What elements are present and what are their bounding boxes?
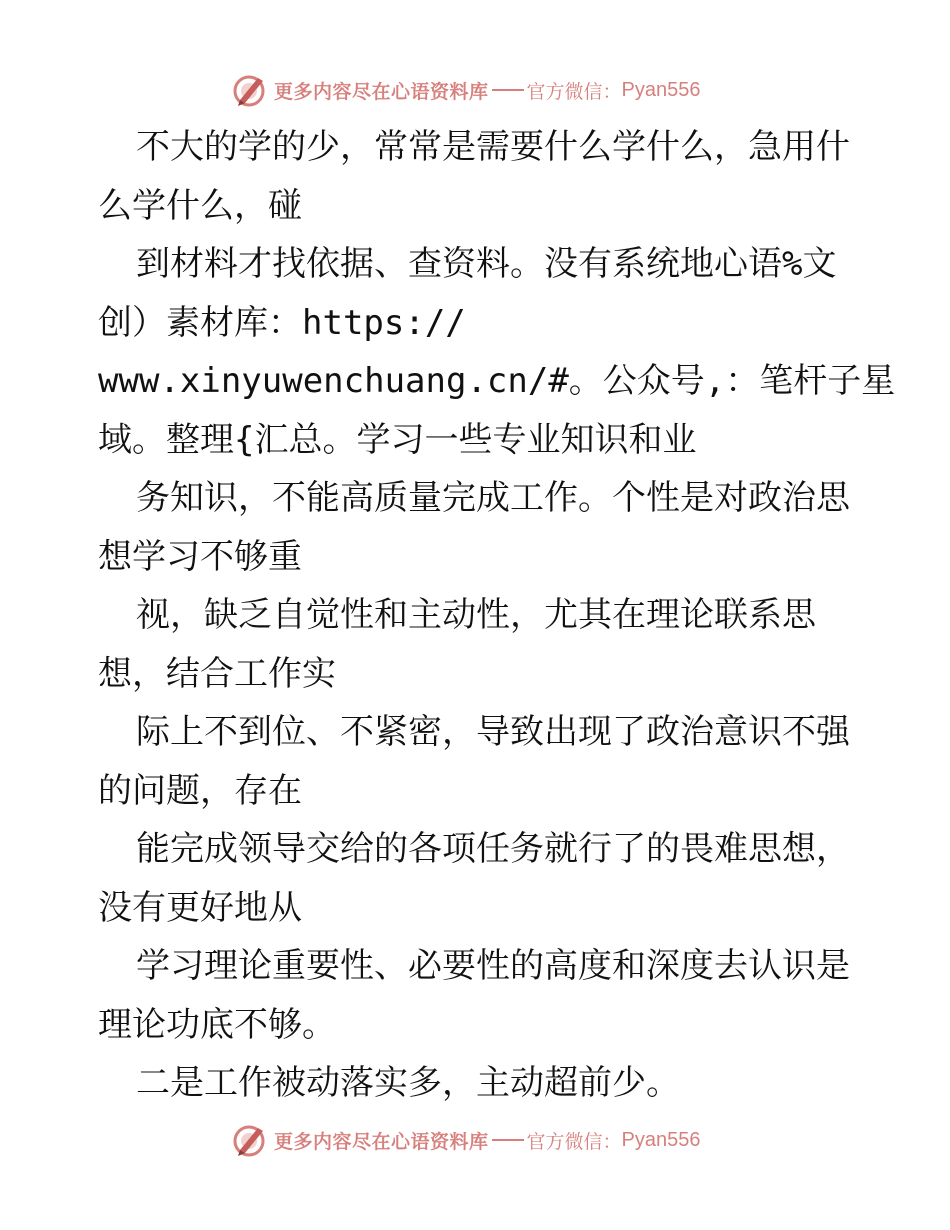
- text-line-10: 想，结合工作实: [98, 653, 336, 694]
- pen-logo-icon: [232, 1122, 268, 1158]
- text-line-2: 么学什么，碰: [98, 185, 302, 226]
- document-body: [98, 118, 896, 1113]
- text-line-4: 创）素材库：https://: [98, 302, 466, 343]
- text-line-1: 不大的学的少，常常是需要什么学什么，急用什: [136, 127, 850, 167]
- header-brand-text: 更多内容尽在心语资料库: [274, 80, 489, 103]
- text-line-17: 二是工作被动落实多，主动超前少。: [136, 1063, 680, 1103]
- text-line-13: 能完成领导交给的各项任务就行了的畏难思想，: [136, 829, 850, 869]
- text-line-7: 务知识，不能高质量完成工作。个性是对政治思: [136, 478, 850, 518]
- footer-dash: [492, 1139, 524, 1141]
- text-line-15: 学习理论重要性、必要性的高度和深度去认识是: [136, 946, 850, 986]
- header-wechat-id: Pyan556: [621, 78, 701, 101]
- header-banner: [232, 70, 701, 110]
- text-line-9: 视，缺乏自觉性和主动性，尤其在理论联系思: [136, 595, 816, 635]
- footer-wechat-id: Pyan556: [621, 1128, 701, 1151]
- text-line-5: www.xinyuwenchuang.cn/#。公众号,：笔杆子星: [98, 361, 896, 401]
- text-line-8: 想学习不够重: [98, 536, 302, 577]
- text-line-12: 的问题，存在: [98, 770, 302, 811]
- footer-official-label: 官方微信：: [526, 1130, 622, 1153]
- text-line-11: 际上不到位、不紧密，导致出现了政治意识不强: [136, 712, 850, 752]
- header-dash: [492, 89, 524, 91]
- footer-brand-text: 更多内容尽在心语资料库: [274, 1130, 489, 1153]
- pen-logo-icon: [232, 72, 268, 108]
- footer-banner: [232, 1120, 701, 1160]
- text-line-16: 理论功底不够。: [98, 1004, 336, 1045]
- text-line-3: 到材料才找依据、查资料。没有系统地心语%文: [136, 244, 837, 284]
- header-official-label: 官方微信：: [526, 80, 622, 103]
- text-line-6: 域。整理{汇总。学习一些专业知识和业: [98, 419, 697, 460]
- text-line-14: 没有更好地从: [98, 887, 302, 928]
